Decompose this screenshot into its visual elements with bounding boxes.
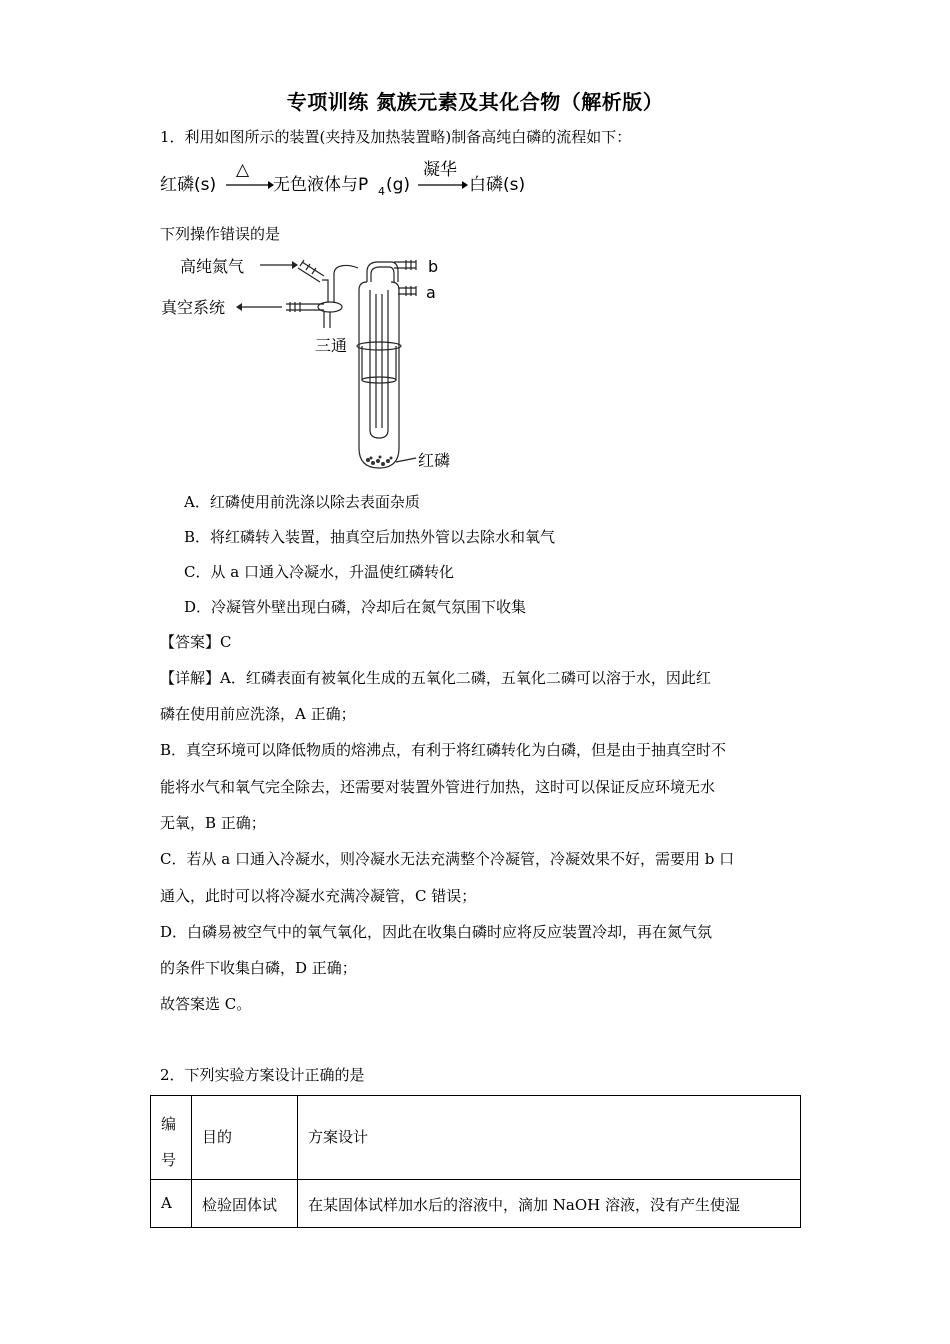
q1-flow (160, 156, 580, 206)
port-a-tube (398, 288, 416, 294)
header-no-1: 编 (161, 1115, 177, 1133)
q1-stem: 1．利用如图所示的装置(夹持及加热装置略)制备高纯白磷的流程如下： (160, 128, 632, 146)
flow-middle-sub: 4 (378, 185, 385, 198)
header-no-2: 号 (161, 1151, 177, 1169)
analysis-line: 的条件下收集白磷，D 正确； (160, 959, 357, 977)
analysis-line: 通入，此时可以将冷凝水充满冷凝管，C 错误； (160, 887, 477, 905)
header-design: 方案设计 (298, 1096, 801, 1180)
three-way-tap (318, 302, 342, 312)
option-b: B．将红磷转入装置，抽真空后加热外管以去除水和氧气 (184, 528, 556, 546)
tee-connector (322, 266, 358, 302)
flow-end: 白磷(s) (469, 175, 526, 195)
option-a: A．红磷使用前洗涤以除去表面杂质 (184, 493, 420, 511)
table-header-row (151, 1096, 801, 1180)
analysis-line: 能将水气和氧气完全除去，还需要对装置外管进行加热，这时可以保证反应环境无水 (160, 778, 716, 796)
label-nitrogen: 高纯氮气 (180, 257, 245, 276)
flow-arrow2-label: 凝华 (423, 160, 457, 180)
analysis-line: C．若从 a 口通入冷凝水，则冷凝水无法充满整个冷凝管，冷凝效果不好，需要用 b 口 (160, 850, 735, 868)
q2-stem: 2．下列实验方案设计正确的是 (160, 1066, 365, 1084)
label-port-a: a (426, 283, 436, 302)
analysis-line: D．白磷易被空气中的氧气氧化，因此在收集白磷时应将反应装置冷却，再在氮气氛 (160, 923, 713, 941)
cold-finger (370, 290, 388, 438)
option-c: C．从 a 口通入冷凝水，升温使红磷转化 (184, 563, 454, 581)
label-tee: 三通 (315, 336, 348, 355)
analysis-line: B．真空环境可以降低物质的熔沸点，有利于将红磷转化为白磷，但是由于抽真空时不 (160, 741, 727, 759)
q2-table (150, 1095, 801, 1228)
tee-stem (324, 312, 330, 328)
apparatus-figure (158, 250, 478, 480)
row-no: A (151, 1180, 192, 1228)
outer-tube (359, 290, 399, 468)
clamp-ring (357, 342, 401, 350)
row-design: 在某固体试样加水后的溶液中，滴加 NaOH 溶液，没有产生使湿 (298, 1180, 801, 1228)
flow-start: 红磷(s) (160, 175, 217, 195)
analysis-line: 【详解】A．红磷表面有被氧化生成的五氧化二磷，五氧化二磷可以溶于水，因此红 (160, 669, 711, 687)
answer: 【答案】C (160, 633, 232, 651)
option-d: D．冷凝管外壁出现白磷，冷却后在氮气氛围下收集 (184, 598, 527, 616)
analysis-line: 故答案选 C。 (160, 995, 252, 1013)
table-row (151, 1180, 801, 1228)
heat-symbol: △ (236, 160, 250, 180)
red-phosphorus-sample (366, 456, 393, 467)
row-purpose: 检验固体试 (192, 1180, 298, 1228)
analysis-line: 无氧，B 正确； (160, 814, 266, 832)
header-purpose: 目的 (192, 1096, 298, 1180)
nitrogen-inlet-tube (298, 262, 324, 282)
page-title: 专项训练 氮族元素及其化合物（解析版） (286, 90, 664, 114)
flow-middle-a: 无色液体与P (273, 175, 369, 195)
flow-middle-b: (g) (386, 175, 411, 195)
label-vacuum: 真空系统 (161, 298, 226, 317)
label-port-b: b (428, 257, 439, 276)
label-red-phosphorus: 红磷 (418, 451, 451, 470)
q1-prompt: 下列操作错误的是 (160, 225, 281, 243)
analysis-line: 磷在使用前应洗涤，A 正确； (160, 705, 356, 723)
